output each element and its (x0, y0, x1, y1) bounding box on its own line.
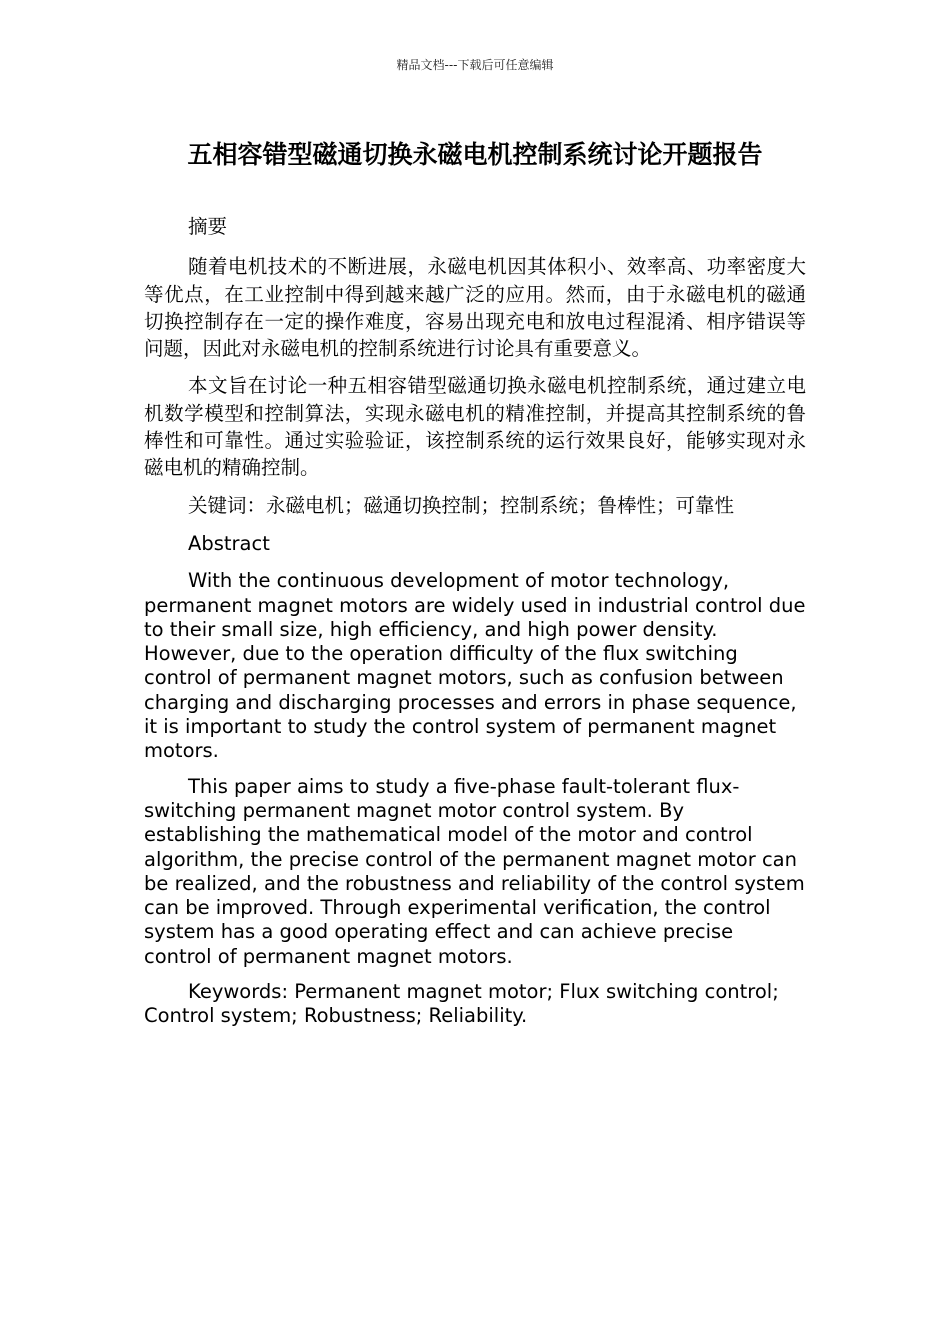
keywords-en: Keywords: Permanent magnet motor; Flux switching control; Control system; Robustness; Reliability. (144, 980, 779, 1028)
abstract-paragraph-en-1: With the continuous development of motor technology, permanent magnet motors are widely used in industrial control due to their small size, high efficiency, and high power density. However, due to the operation difficulty of the flux switching control of permanent magnet motors, such as confusion between charging and discharging processes and errors in phase sequence, it is important to study the control system of permanent magnet motors. (144, 569, 806, 763)
header-note: 精品文档---下载后可任意编辑 (396, 58, 554, 72)
abstract-paragraph-en-2: This paper aims to study a five-phase fault-tolerant flux-switching permanent magnet motor control system. By establishing the mathematical model of the motor and control algorithm, the precise control of the permanent magnet motor can be realized, and the robustness and reliability of the control system can be improved. Through experimental verification, the control system has a good operating effect and can achieve precise control of permanent magnet motors. (144, 774, 805, 968)
document-title: 五相容错型磁通切换永磁电机控制系统讨论开题报告 (187, 140, 763, 169)
abstract-heading-cn: 摘要 (188, 215, 228, 238)
keywords-cn: 关键词：永磁电机；磁通切换控制；控制系统；鲁棒性；可靠性 (188, 493, 735, 517)
abstract-heading-en: Abstract (188, 531, 270, 555)
abstract-paragraph-cn-1: 随着电机技术的不断进展，永磁电机因其体积小、效率高、功率密度大等优点，在工业控制中得到越来越广泛的应用。然而，由于永磁电机的磁通切换控制存在一定的操作难度，容易出现充电和放电过程混淆、相序错误等问题，因此对永磁电机的控制系统进行讨论具有重要意义。 (144, 255, 806, 361)
abstract-paragraph-cn-2: 本文旨在讨论一种五相容错型磁通切换永磁电机控制系统，通过建立电机数学模型和控制算法，实现永磁电机的精准控制，并提高其控制系统的鲁棒性和可靠性。通过实验验证，该控制系统的运行效果良好，能够实现对永磁电机的精确控制。 (144, 374, 806, 480)
document-body (144, 213, 806, 1040)
